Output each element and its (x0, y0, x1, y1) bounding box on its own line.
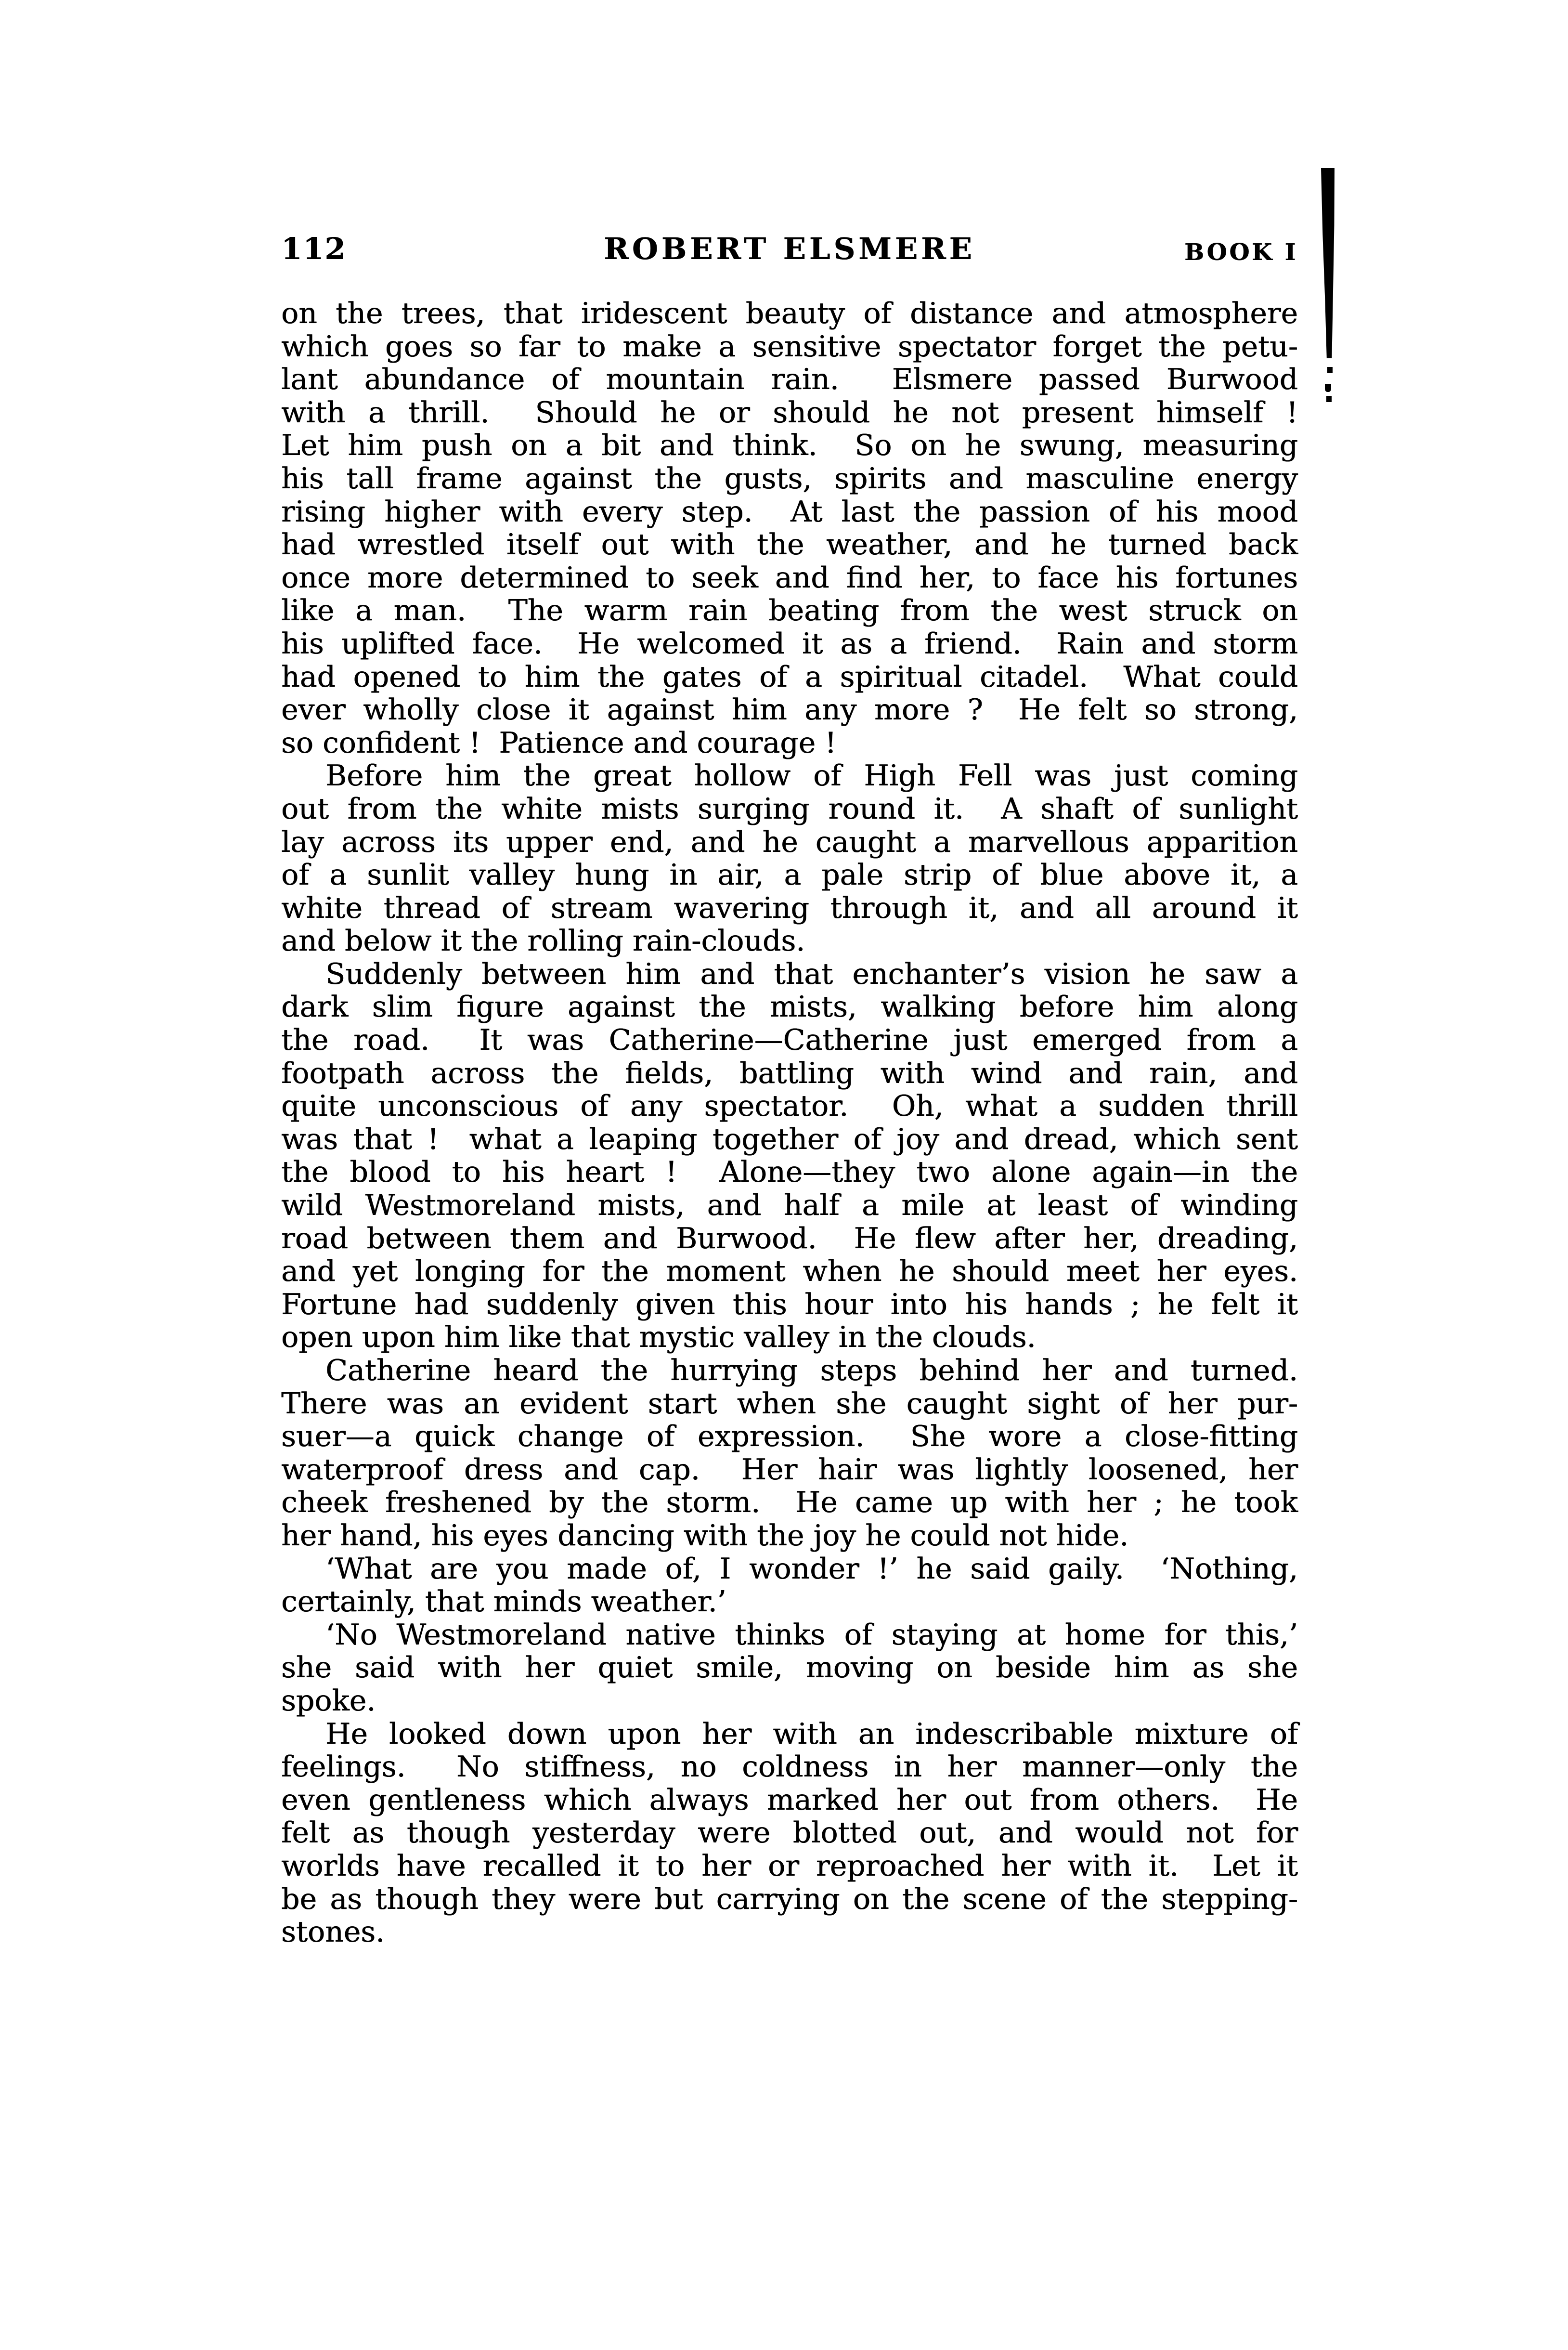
text-line: ‘What are you made of, I wonder !’ he said gaily. ‘Nothing, (325, 1552, 1298, 1586)
text-line: his tall frame against the gusts, spirits and masculine energy (281, 461, 1298, 496)
text-line: dark slim figure against the mists, walking before him along (281, 990, 1298, 1024)
text-line: There was an evident start when she caught sight of her pur- (281, 1386, 1298, 1421)
page-number: 112 (281, 231, 347, 266)
text-line: the blood to his heart ! Alone—they two alone again—in the (281, 1155, 1298, 1189)
text-line: had wrestled itself out with the weather, and he turned back (281, 528, 1298, 562)
text-line: footpath across the fields, battling with wind and rain, and (281, 1056, 1298, 1090)
text-line: white thread of stream wavering through it, and all around it (281, 891, 1298, 925)
text-line: her hand, his eyes dancing with the joy he could not hide. (281, 1518, 1129, 1553)
text-line: lant abundance of mountain rain. Elsmere passed Burwood (281, 363, 1298, 397)
text-line: even gentleness which always marked her out from others. He (281, 1783, 1298, 1817)
text-line: cheek freshened by the storm. He came up with her ; he took (281, 1486, 1298, 1520)
text-line: with a thrill. Should he or should he not present himself ! (281, 395, 1298, 430)
text-line: the road. It was Catherine—Catherine just emerged from a (281, 1023, 1298, 1058)
text-line: lay across its upper end, and he caught a marvellous apparition (281, 825, 1298, 859)
text-line: open upon him like that mystic valley in the clouds. (281, 1320, 1036, 1355)
text-line: which goes so far to make a sensitive spectator forget the petu- (281, 329, 1298, 364)
scan-artifact-dot (1326, 396, 1332, 402)
scan-artifact-dot (1325, 384, 1331, 392)
text-line: his uplifted face. He welcomed it as a friend. Rain and storm (281, 627, 1298, 661)
text-line: Catherine heard the hurrying steps behind her and turned. (325, 1354, 1298, 1387)
text-line: rising higher with every step. At last the passion of his mood (281, 495, 1298, 529)
text-line: once more determined to seek and find her, to face his fortunes (281, 561, 1298, 595)
text-line: Let him push on a bit and think. So on he swung, measuring (281, 429, 1298, 463)
text-line: stones. (281, 1915, 385, 1949)
scan-artifact-dot (1327, 367, 1333, 373)
text-line: she said with her quiet smile, moving on beside him as she (281, 1651, 1298, 1685)
text-line: feelings. No stiffness, no coldness in her manner—only the (281, 1750, 1298, 1784)
text-line: suer—a quick change of expression. She wore a close-fitting (281, 1420, 1298, 1454)
text-line: ever wholly close it against him any more ? He felt so strong, (281, 693, 1298, 727)
text-line: He looked down upon her with an indescribable mixture of (325, 1717, 1298, 1751)
text-line: like a man. The warm rain beating from the west struck on (281, 594, 1298, 628)
text-line: so confident ! Patience and courage ! (281, 726, 837, 760)
running-title: ROBERT ELSMERE (604, 231, 975, 266)
text-line: spoke. (281, 1684, 376, 1718)
text-line: be as though they were but carrying on the scene of the stepping- (281, 1882, 1298, 1916)
text-line: was that ! what a leaping together of joy and dread, which sent (281, 1122, 1298, 1156)
text-line: and below it the rolling rain-clouds. (281, 924, 805, 958)
section-label: BOOK I (1184, 239, 1298, 266)
text-line: worlds have recalled it to her or reproached her with it. Let it (281, 1849, 1298, 1883)
text-line: wild Westmoreland mists, and half a mile at least of winding (281, 1188, 1298, 1223)
text-line: felt as though yesterday were blotted out, and would not for (281, 1816, 1298, 1850)
text-line: and yet longing for the moment when he should meet her eyes. (281, 1254, 1298, 1289)
text-line: Fortune had suddenly given this hour into his hands ; he felt it (281, 1287, 1298, 1321)
text-line: ‘No Westmoreland native thinks of staying at home for this,’ (325, 1618, 1298, 1652)
scan-artifact-bar (1321, 168, 1335, 358)
text-line: road between them and Burwood. He flew after her, dreading, (281, 1221, 1298, 1255)
text-line: certainly, that minds weather.’ (281, 1585, 726, 1619)
text-line: Before him the great hollow of High Fell was just coming (325, 759, 1298, 793)
text-line: quite unconscious of any spectator. Oh, what a sudden thrill (281, 1089, 1298, 1123)
text-line: had opened to him the gates of a spiritual citadel. What could (281, 660, 1298, 694)
text-line: on the trees, that iridescent beauty of distance and atmosphere (281, 297, 1298, 330)
page-text (281, 297, 1298, 1949)
text-line: out from the white mists surging round it. A shaft of sunlight (281, 792, 1298, 826)
text-line: waterproof dress and cap. Her hair was lightly loosened, her (281, 1452, 1298, 1487)
page-header (281, 231, 1298, 268)
text-line: Suddenly between him and that enchanter’s vision he saw a (325, 957, 1298, 991)
text-line: of a sunlit valley hung in air, a pale strip of blue above it, a (281, 858, 1298, 892)
